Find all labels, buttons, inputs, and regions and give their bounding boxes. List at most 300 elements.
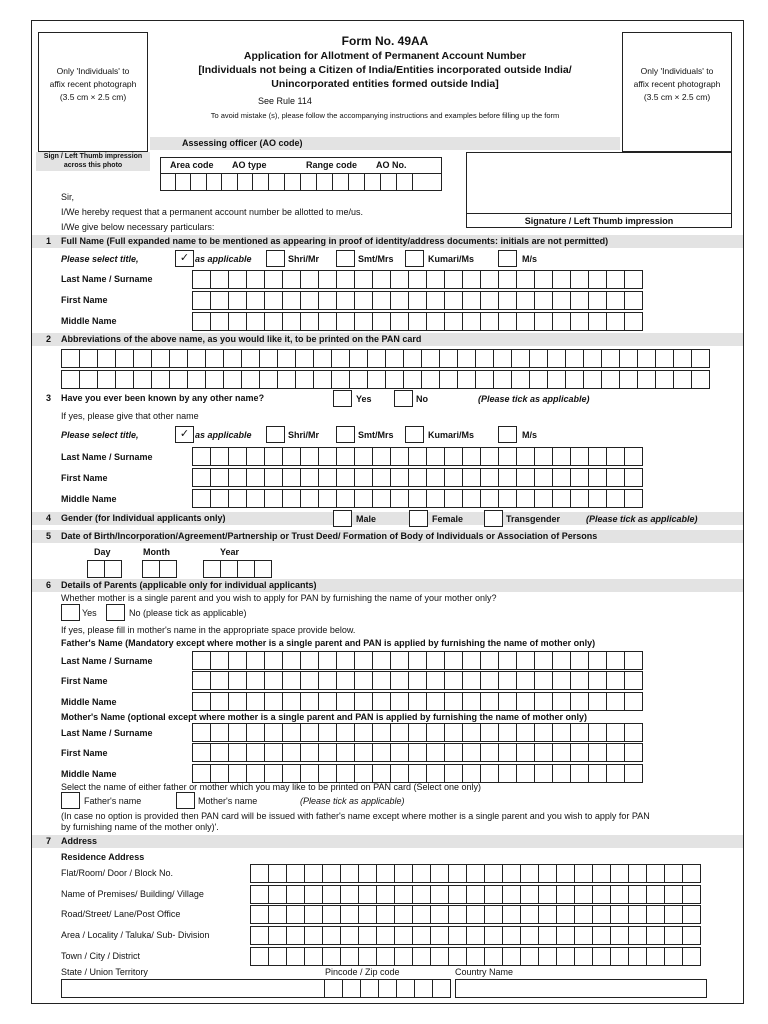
char-cell[interactable]	[250, 864, 269, 883]
title-checkbox-mrs[interactable]	[336, 426, 355, 443]
road-input[interactable]	[250, 905, 700, 924]
char-cell[interactable]	[552, 312, 571, 331]
char-cell[interactable]	[295, 370, 314, 389]
char-cell[interactable]	[390, 447, 409, 466]
char-cell[interactable]	[264, 764, 283, 783]
char-cell[interactable]	[210, 447, 229, 466]
char-cell[interactable]	[318, 692, 337, 711]
char-cell[interactable]	[444, 671, 463, 690]
char-cell[interactable]	[336, 447, 355, 466]
char-cell[interactable]	[628, 947, 647, 966]
title-checkbox-mr[interactable]	[266, 250, 285, 267]
char-cell[interactable]	[250, 926, 269, 945]
char-cell[interactable]	[354, 468, 373, 487]
char-cell[interactable]	[250, 885, 269, 904]
char-cell[interactable]	[583, 370, 602, 389]
char-cell[interactable]	[250, 905, 269, 924]
char-cell[interactable]	[376, 905, 395, 924]
char-cell[interactable]	[628, 885, 647, 904]
char-cell[interactable]	[520, 926, 539, 945]
char-cell[interactable]	[259, 349, 278, 368]
char-cell[interactable]	[588, 651, 607, 670]
char-cell[interactable]	[282, 723, 301, 742]
char-cell[interactable]	[264, 723, 283, 742]
char-cell[interactable]	[498, 743, 517, 762]
char-cell[interactable]	[205, 370, 224, 389]
char-cell[interactable]	[448, 905, 467, 924]
char-cell[interactable]	[277, 349, 296, 368]
char-cell[interactable]	[462, 312, 481, 331]
char-cell[interactable]	[360, 979, 379, 998]
char-cell[interactable]	[448, 864, 467, 883]
char-cell[interactable]	[480, 743, 499, 762]
char-cell[interactable]	[340, 905, 359, 924]
char-cell[interactable]	[210, 692, 229, 711]
char-cell[interactable]	[484, 926, 503, 945]
char-cell[interactable]	[556, 905, 575, 924]
char-cell[interactable]	[691, 370, 710, 389]
char-cell[interactable]	[322, 905, 341, 924]
char-cell[interactable]	[498, 447, 517, 466]
char-cell[interactable]	[444, 447, 463, 466]
char-cell[interactable]	[480, 723, 499, 742]
char-cell[interactable]	[624, 743, 643, 762]
ao-code-cell[interactable]	[316, 173, 333, 191]
char-cell[interactable]	[516, 291, 535, 310]
char-cell[interactable]	[444, 743, 463, 762]
char-cell[interactable]	[574, 905, 593, 924]
char-cell[interactable]	[115, 370, 134, 389]
char-cell[interactable]	[304, 905, 323, 924]
char-cell[interactable]	[282, 312, 301, 331]
char-cell[interactable]	[282, 447, 301, 466]
char-cell[interactable]	[430, 947, 449, 966]
char-cell[interactable]	[606, 671, 625, 690]
char-cell[interactable]	[520, 947, 539, 966]
char-cell[interactable]	[264, 447, 283, 466]
char-cell[interactable]	[588, 291, 607, 310]
char-cell[interactable]	[426, 764, 445, 783]
char-cell[interactable]	[570, 270, 589, 289]
char-cell[interactable]	[484, 947, 503, 966]
char-cell[interactable]	[588, 447, 607, 466]
char-cell[interactable]	[430, 885, 449, 904]
char-cell[interactable]	[502, 885, 521, 904]
char-cell[interactable]	[552, 764, 571, 783]
ao-code-cell[interactable]	[268, 173, 285, 191]
char-cell[interactable]	[264, 291, 283, 310]
char-cell[interactable]	[408, 447, 427, 466]
char-cell[interactable]	[192, 270, 211, 289]
char-cell[interactable]	[606, 291, 625, 310]
char-cell[interactable]	[378, 979, 397, 998]
char-cell[interactable]	[516, 468, 535, 487]
char-cell[interactable]	[457, 349, 476, 368]
char-cell[interactable]	[246, 489, 265, 508]
char-cell[interactable]	[210, 291, 229, 310]
char-cell[interactable]	[115, 349, 134, 368]
char-cell[interactable]	[322, 864, 341, 883]
char-cell[interactable]	[192, 447, 211, 466]
char-cell[interactable]	[336, 291, 355, 310]
char-cell[interactable]	[462, 489, 481, 508]
mother-first-name-input[interactable]	[192, 743, 642, 762]
char-cell[interactable]	[606, 723, 625, 742]
char-cell[interactable]	[246, 651, 265, 670]
char-cell[interactable]	[498, 270, 517, 289]
char-cell[interactable]	[304, 885, 323, 904]
char-cell[interactable]	[336, 723, 355, 742]
char-cell[interactable]	[444, 723, 463, 742]
char-cell[interactable]	[97, 370, 116, 389]
char-cell[interactable]	[624, 692, 643, 711]
char-cell[interactable]	[408, 291, 427, 310]
char-cell[interactable]	[394, 926, 413, 945]
char-cell[interactable]	[466, 864, 485, 883]
char-cell[interactable]	[529, 349, 548, 368]
char-cell[interactable]	[268, 947, 287, 966]
char-cell[interactable]	[426, 312, 445, 331]
char-cell[interactable]	[354, 651, 373, 670]
char-cell[interactable]	[502, 864, 521, 883]
ao-code-cell[interactable]	[364, 173, 381, 191]
char-cell[interactable]	[390, 312, 409, 331]
char-cell[interactable]	[336, 764, 355, 783]
char-cell[interactable]	[480, 489, 499, 508]
char-cell[interactable]	[376, 926, 395, 945]
char-cell[interactable]	[610, 885, 629, 904]
char-cell[interactable]	[210, 723, 229, 742]
char-cell[interactable]	[682, 947, 701, 966]
char-cell[interactable]	[664, 926, 683, 945]
char-cell[interactable]	[624, 447, 643, 466]
char-cell[interactable]	[412, 947, 431, 966]
char-cell[interactable]	[480, 692, 499, 711]
char-cell[interactable]	[412, 905, 431, 924]
char-cell[interactable]	[498, 489, 517, 508]
char-cell[interactable]	[538, 926, 557, 945]
title-checkbox-applicable[interactable]: ✓	[175, 250, 194, 267]
char-cell[interactable]	[552, 692, 571, 711]
char-cell[interactable]	[552, 671, 571, 690]
char-cell[interactable]	[462, 270, 481, 289]
char-cell[interactable]	[246, 723, 265, 742]
char-cell[interactable]	[547, 370, 566, 389]
ao-code-cell[interactable]	[252, 173, 269, 191]
char-cell[interactable]	[372, 743, 391, 762]
char-cell[interactable]	[475, 349, 494, 368]
char-cell[interactable]	[228, 447, 247, 466]
char-cell[interactable]	[408, 270, 427, 289]
char-cell[interactable]	[318, 489, 337, 508]
char-cell[interactable]	[448, 947, 467, 966]
char-cell[interactable]	[588, 692, 607, 711]
char-cell[interactable]	[534, 291, 553, 310]
char-cell[interactable]	[511, 370, 530, 389]
char-cell[interactable]	[480, 671, 499, 690]
char-cell[interactable]	[282, 692, 301, 711]
char-cell[interactable]	[282, 743, 301, 762]
char-cell[interactable]	[300, 447, 319, 466]
char-cell[interactable]	[192, 723, 211, 742]
char-cell[interactable]	[646, 926, 665, 945]
char-cell[interactable]	[628, 864, 647, 883]
char-cell[interactable]	[300, 291, 319, 310]
char-cell[interactable]	[556, 926, 575, 945]
char-cell[interactable]	[444, 489, 463, 508]
char-cell[interactable]	[480, 764, 499, 783]
char-cell[interactable]	[444, 291, 463, 310]
char-cell[interactable]	[61, 370, 80, 389]
char-cell[interactable]	[354, 291, 373, 310]
char-cell[interactable]	[462, 651, 481, 670]
char-cell[interactable]	[624, 291, 643, 310]
town-input[interactable]	[250, 947, 700, 966]
char-cell[interactable]	[322, 885, 341, 904]
char-cell[interactable]	[408, 468, 427, 487]
char-cell[interactable]	[264, 468, 283, 487]
char-cell[interactable]	[286, 864, 305, 883]
char-cell[interactable]	[480, 468, 499, 487]
char-cell[interactable]	[583, 349, 602, 368]
char-cell[interactable]	[606, 764, 625, 783]
char-cell[interactable]	[376, 947, 395, 966]
char-cell[interactable]	[192, 671, 211, 690]
char-cell[interactable]	[570, 447, 589, 466]
char-cell[interactable]	[484, 905, 503, 924]
char-cell[interactable]	[394, 947, 413, 966]
char-cell[interactable]	[336, 692, 355, 711]
char-cell[interactable]	[462, 671, 481, 690]
gender-male-checkbox[interactable]	[333, 510, 352, 527]
char-cell[interactable]	[628, 905, 647, 924]
char-cell[interactable]	[228, 671, 247, 690]
ao-code-cell[interactable]	[300, 173, 317, 191]
char-cell[interactable]	[318, 723, 337, 742]
char-cell[interactable]	[300, 764, 319, 783]
char-cell[interactable]	[331, 349, 350, 368]
char-cell[interactable]	[354, 447, 373, 466]
char-cell[interactable]	[502, 905, 521, 924]
char-cell[interactable]	[286, 905, 305, 924]
char-cell[interactable]	[318, 291, 337, 310]
char-cell[interactable]	[480, 312, 499, 331]
char-cell[interactable]	[336, 468, 355, 487]
ao-code-cell[interactable]	[206, 173, 222, 191]
char-cell[interactable]	[385, 349, 404, 368]
father-last-name-input[interactable]	[192, 651, 642, 670]
char-cell[interactable]	[426, 723, 445, 742]
char-cell[interactable]	[241, 349, 260, 368]
char-cell[interactable]	[556, 947, 575, 966]
char-cell[interactable]	[408, 692, 427, 711]
char-cell[interactable]	[412, 885, 431, 904]
char-cell[interactable]	[322, 926, 341, 945]
char-cell[interactable]	[403, 349, 422, 368]
char-cell[interactable]	[444, 692, 463, 711]
char-cell[interactable]	[223, 370, 242, 389]
char-cell[interactable]	[304, 926, 323, 945]
char-cell[interactable]	[97, 349, 116, 368]
abbreviation-input-2[interactable]	[61, 370, 709, 389]
char-cell[interactable]	[646, 905, 665, 924]
char-cell[interactable]	[79, 370, 98, 389]
char-cell[interactable]	[372, 468, 391, 487]
char-cell[interactable]	[210, 312, 229, 331]
char-cell[interactable]	[498, 291, 517, 310]
char-cell[interactable]	[372, 692, 391, 711]
char-cell[interactable]	[534, 764, 553, 783]
char-cell[interactable]	[358, 864, 377, 883]
char-cell[interactable]	[552, 270, 571, 289]
char-cell[interactable]	[376, 885, 395, 904]
char-cell[interactable]	[457, 370, 476, 389]
char-cell[interactable]	[264, 651, 283, 670]
char-cell[interactable]	[480, 270, 499, 289]
char-cell[interactable]	[390, 468, 409, 487]
char-cell[interactable]	[259, 370, 278, 389]
char-cell[interactable]	[606, 447, 625, 466]
ao-code-cells[interactable]	[160, 173, 412, 191]
photo-box-right[interactable]	[622, 32, 732, 152]
char-cell[interactable]	[340, 885, 359, 904]
char-cell[interactable]	[466, 947, 485, 966]
state-input[interactable]	[61, 979, 325, 998]
char-cell[interactable]	[574, 947, 593, 966]
char-cell[interactable]	[264, 312, 283, 331]
char-cell[interactable]	[574, 885, 593, 904]
char-cell[interactable]	[372, 489, 391, 508]
char-cell[interactable]	[439, 349, 458, 368]
char-cell[interactable]	[300, 723, 319, 742]
other-name-yes-checkbox[interactable]	[333, 390, 352, 407]
char-cell[interactable]	[390, 671, 409, 690]
char-cell[interactable]	[691, 349, 710, 368]
char-cell[interactable]	[664, 864, 683, 883]
char-cell[interactable]	[408, 489, 427, 508]
char-cell[interactable]	[354, 671, 373, 690]
other-first-name-input[interactable]	[192, 468, 642, 487]
char-cell[interactable]	[655, 370, 674, 389]
char-cell[interactable]	[610, 926, 629, 945]
char-cell[interactable]	[552, 291, 571, 310]
char-cell[interactable]	[318, 743, 337, 762]
char-cell[interactable]	[318, 312, 337, 331]
char-cell[interactable]	[655, 349, 674, 368]
char-cell[interactable]	[376, 864, 395, 883]
char-cell[interactable]	[187, 370, 206, 389]
char-cell[interactable]	[318, 270, 337, 289]
char-cell[interactable]	[498, 312, 517, 331]
ao-code-cell[interactable]	[380, 173, 397, 191]
char-cell[interactable]	[390, 651, 409, 670]
char-cell[interactable]	[169, 349, 188, 368]
char-cell[interactable]	[210, 743, 229, 762]
char-cell[interactable]	[237, 560, 255, 578]
char-cell[interactable]	[588, 671, 607, 690]
char-cell[interactable]	[246, 743, 265, 762]
char-cell[interactable]	[588, 764, 607, 783]
char-cell[interactable]	[246, 312, 265, 331]
char-cell[interactable]	[300, 651, 319, 670]
char-cell[interactable]	[318, 447, 337, 466]
char-cell[interactable]	[682, 885, 701, 904]
char-cell[interactable]	[394, 864, 413, 883]
char-cell[interactable]	[646, 947, 665, 966]
char-cell[interactable]	[426, 468, 445, 487]
char-cell[interactable]	[192, 291, 211, 310]
char-cell[interactable]	[426, 671, 445, 690]
char-cell[interactable]	[520, 885, 539, 904]
char-cell[interactable]	[286, 885, 305, 904]
char-cell[interactable]	[516, 692, 535, 711]
char-cell[interactable]	[246, 447, 265, 466]
char-cell[interactable]	[394, 885, 413, 904]
char-cell[interactable]	[556, 885, 575, 904]
char-cell[interactable]	[282, 468, 301, 487]
char-cell[interactable]	[324, 979, 343, 998]
char-cell[interactable]	[133, 370, 152, 389]
char-cell[interactable]	[462, 692, 481, 711]
char-cell[interactable]	[254, 560, 272, 578]
mothers-name-checkbox[interactable]	[176, 792, 195, 809]
char-cell[interactable]	[192, 692, 211, 711]
last-name-input[interactable]	[192, 270, 642, 289]
char-cell[interactable]	[396, 979, 415, 998]
char-cell[interactable]	[300, 270, 319, 289]
char-cell[interactable]	[390, 764, 409, 783]
father-middle-name-input[interactable]	[192, 692, 642, 711]
photo-box-left[interactable]	[38, 32, 148, 152]
char-cell[interactable]	[426, 692, 445, 711]
char-cell[interactable]	[304, 864, 323, 883]
char-cell[interactable]	[354, 723, 373, 742]
char-cell[interactable]	[390, 723, 409, 742]
char-cell[interactable]	[624, 270, 643, 289]
char-cell[interactable]	[534, 270, 553, 289]
char-cell[interactable]	[264, 270, 283, 289]
abbreviation-input-1[interactable]	[61, 349, 709, 368]
char-cell[interactable]	[192, 743, 211, 762]
char-cell[interactable]	[390, 489, 409, 508]
char-cell[interactable]	[570, 312, 589, 331]
char-cell[interactable]	[192, 489, 211, 508]
char-cell[interactable]	[390, 291, 409, 310]
char-cell[interactable]	[673, 370, 692, 389]
char-cell[interactable]	[192, 312, 211, 331]
char-cell[interactable]	[552, 447, 571, 466]
char-cell[interactable]	[534, 671, 553, 690]
char-cell[interactable]	[592, 885, 611, 904]
flat-input[interactable]	[250, 864, 700, 883]
char-cell[interactable]	[358, 905, 377, 924]
char-cell[interactable]	[210, 764, 229, 783]
char-cell[interactable]	[432, 979, 451, 998]
char-cell[interactable]	[664, 905, 683, 924]
ao-code-cell[interactable]	[237, 173, 253, 191]
char-cell[interactable]	[664, 947, 683, 966]
char-cell[interactable]	[448, 885, 467, 904]
char-cell[interactable]	[336, 743, 355, 762]
char-cell[interactable]	[336, 671, 355, 690]
dob-year-input[interactable]	[203, 560, 271, 578]
char-cell[interactable]	[250, 947, 269, 966]
char-cell[interactable]	[246, 671, 265, 690]
char-cell[interactable]	[228, 764, 247, 783]
char-cell[interactable]	[228, 489, 247, 508]
char-cell[interactable]	[228, 312, 247, 331]
char-cell[interactable]	[241, 370, 260, 389]
